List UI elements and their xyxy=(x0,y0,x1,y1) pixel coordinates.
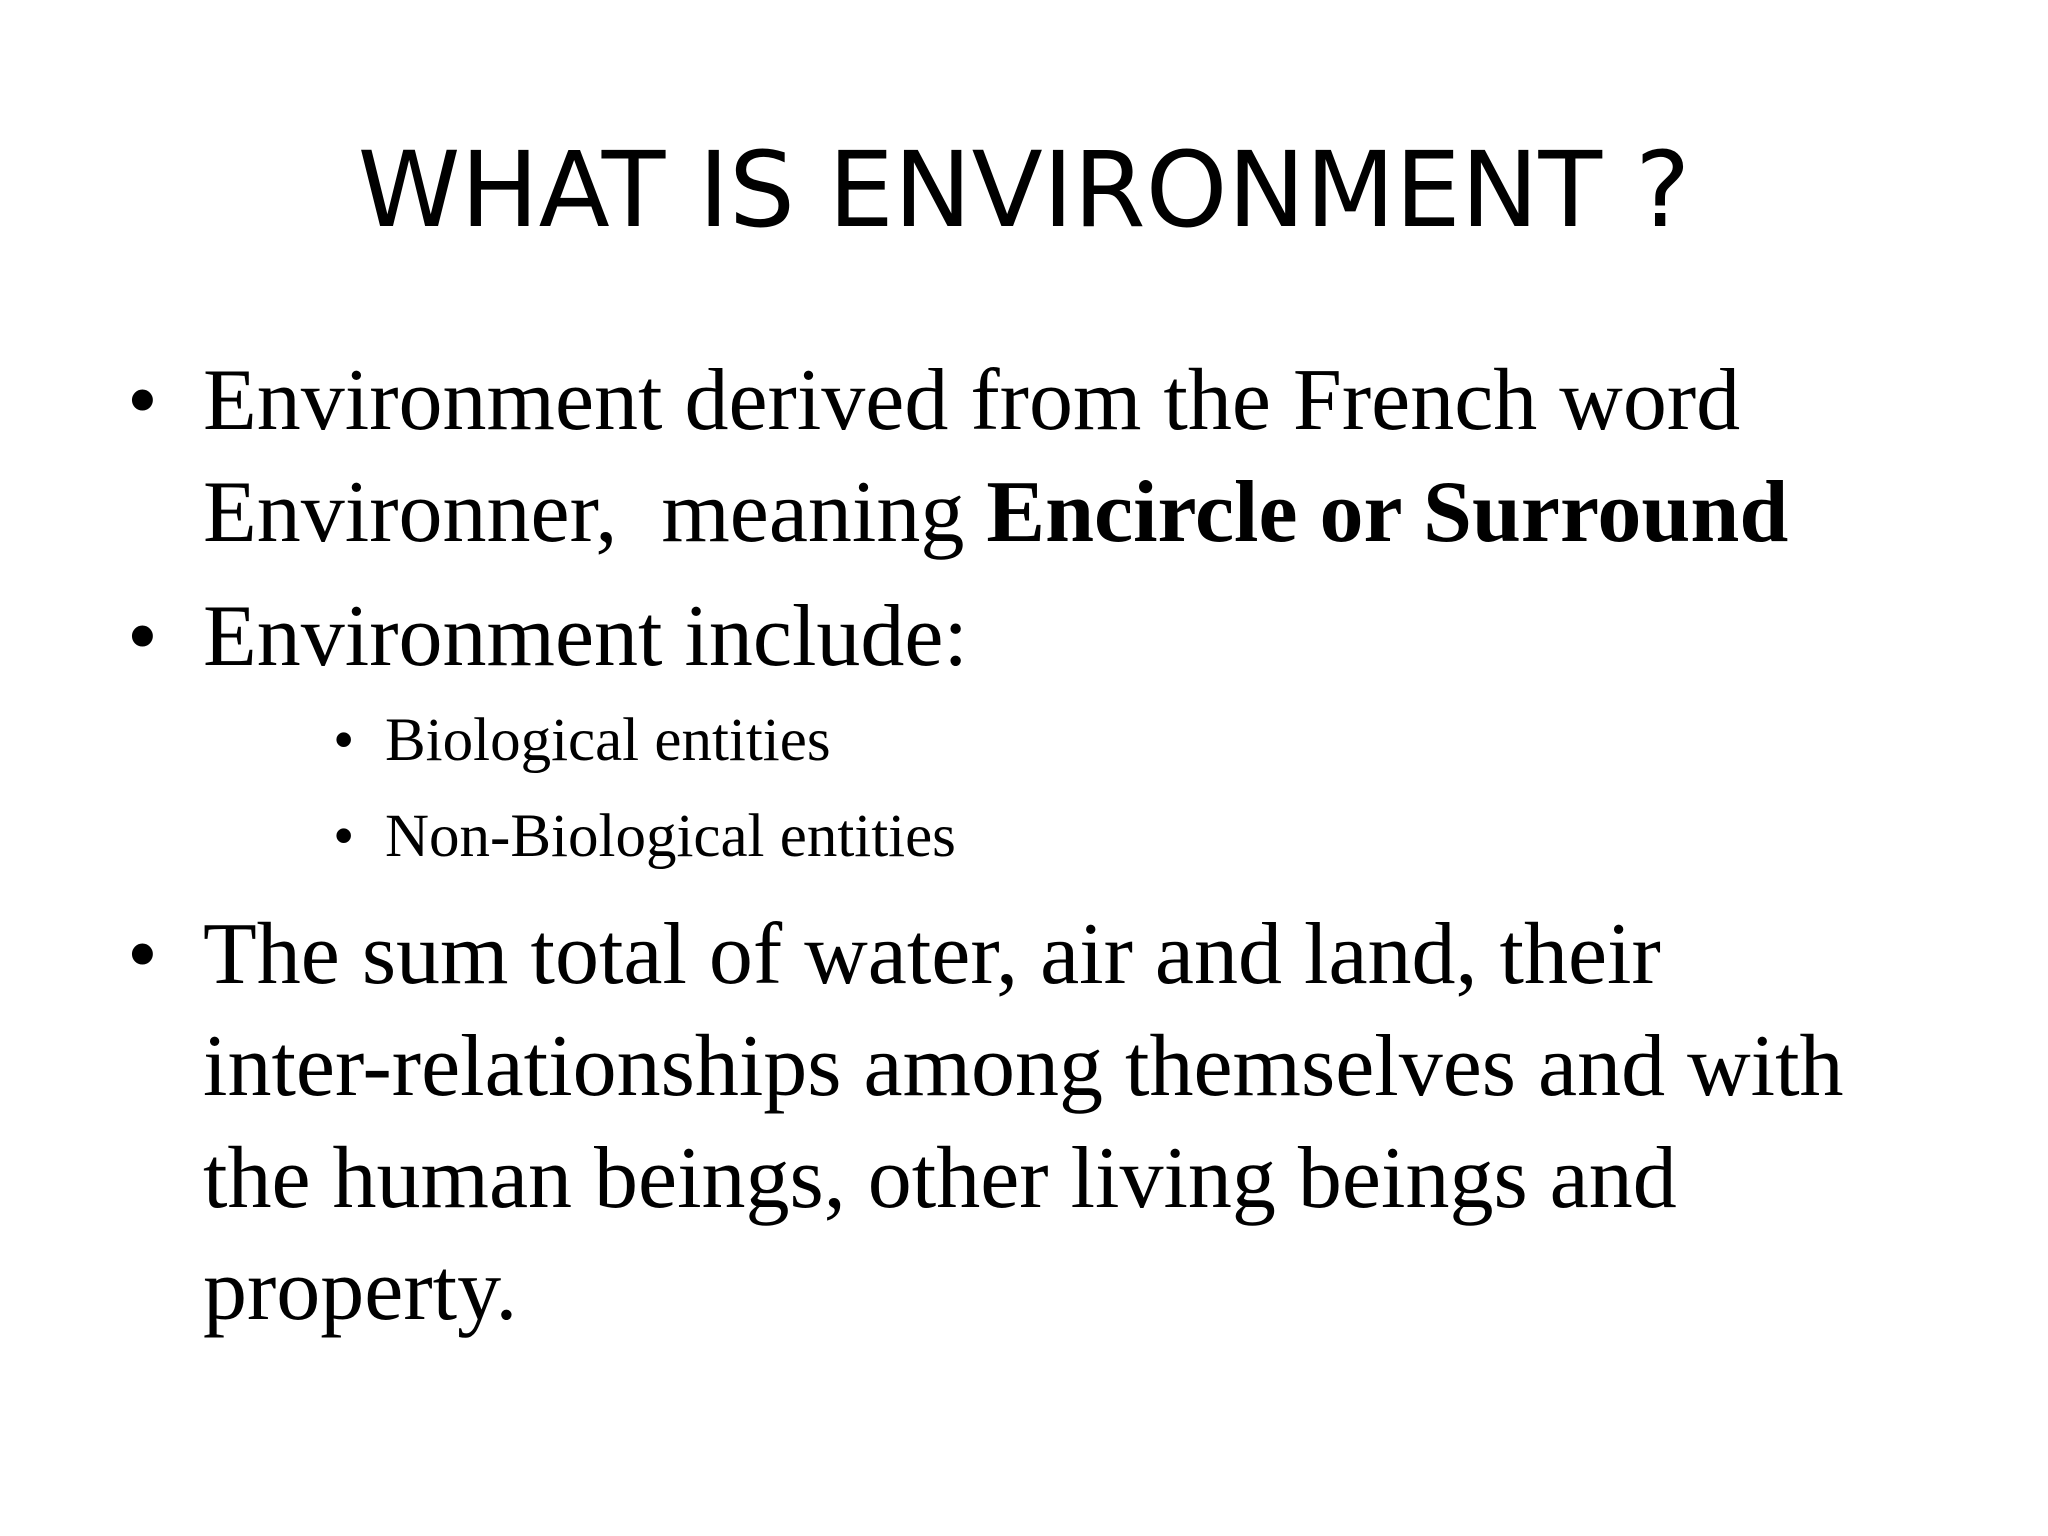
bullet-marker: • xyxy=(127,588,158,685)
bullet-text-line: Environment derived from the French word xyxy=(203,352,1741,449)
sub-bullet-text: Non-Biological entities xyxy=(385,803,956,870)
bullet-text-line: property. xyxy=(203,1242,518,1339)
sub-bullet-list xyxy=(115,693,1965,885)
bullet-text-line xyxy=(203,457,1965,569)
slide-title: WHAT IS ENVIRONMENT ? xyxy=(357,129,1691,251)
bullet-marker: • xyxy=(127,352,158,449)
bullet-text-plain: Environner, meaning xyxy=(203,464,987,561)
slide-content xyxy=(115,345,1965,1359)
sub-bullet-item xyxy=(115,693,1965,789)
bullet-text-emphasis: Encircle or Surround xyxy=(986,464,1789,561)
bullet-item-definition xyxy=(115,899,1965,1347)
sub-bullet-marker: • xyxy=(333,707,355,774)
bullet-text-line: Environment include: xyxy=(203,588,968,685)
bullet-text-line: The sum total of water, air and land, their xyxy=(203,906,1661,1003)
bullet-text-line: inter-relationships among themselves and with xyxy=(203,1018,1844,1115)
bullet-item-origin xyxy=(115,345,1965,569)
sub-bullet-item xyxy=(115,789,1965,885)
bullet-text-line: the human beings, other living beings and xyxy=(203,1130,1677,1227)
sub-bullet-text: Biological entities xyxy=(385,707,831,774)
bullet-marker: • xyxy=(127,906,158,1003)
sub-bullet-marker: • xyxy=(333,803,355,870)
bullet-item-include xyxy=(115,581,1965,693)
